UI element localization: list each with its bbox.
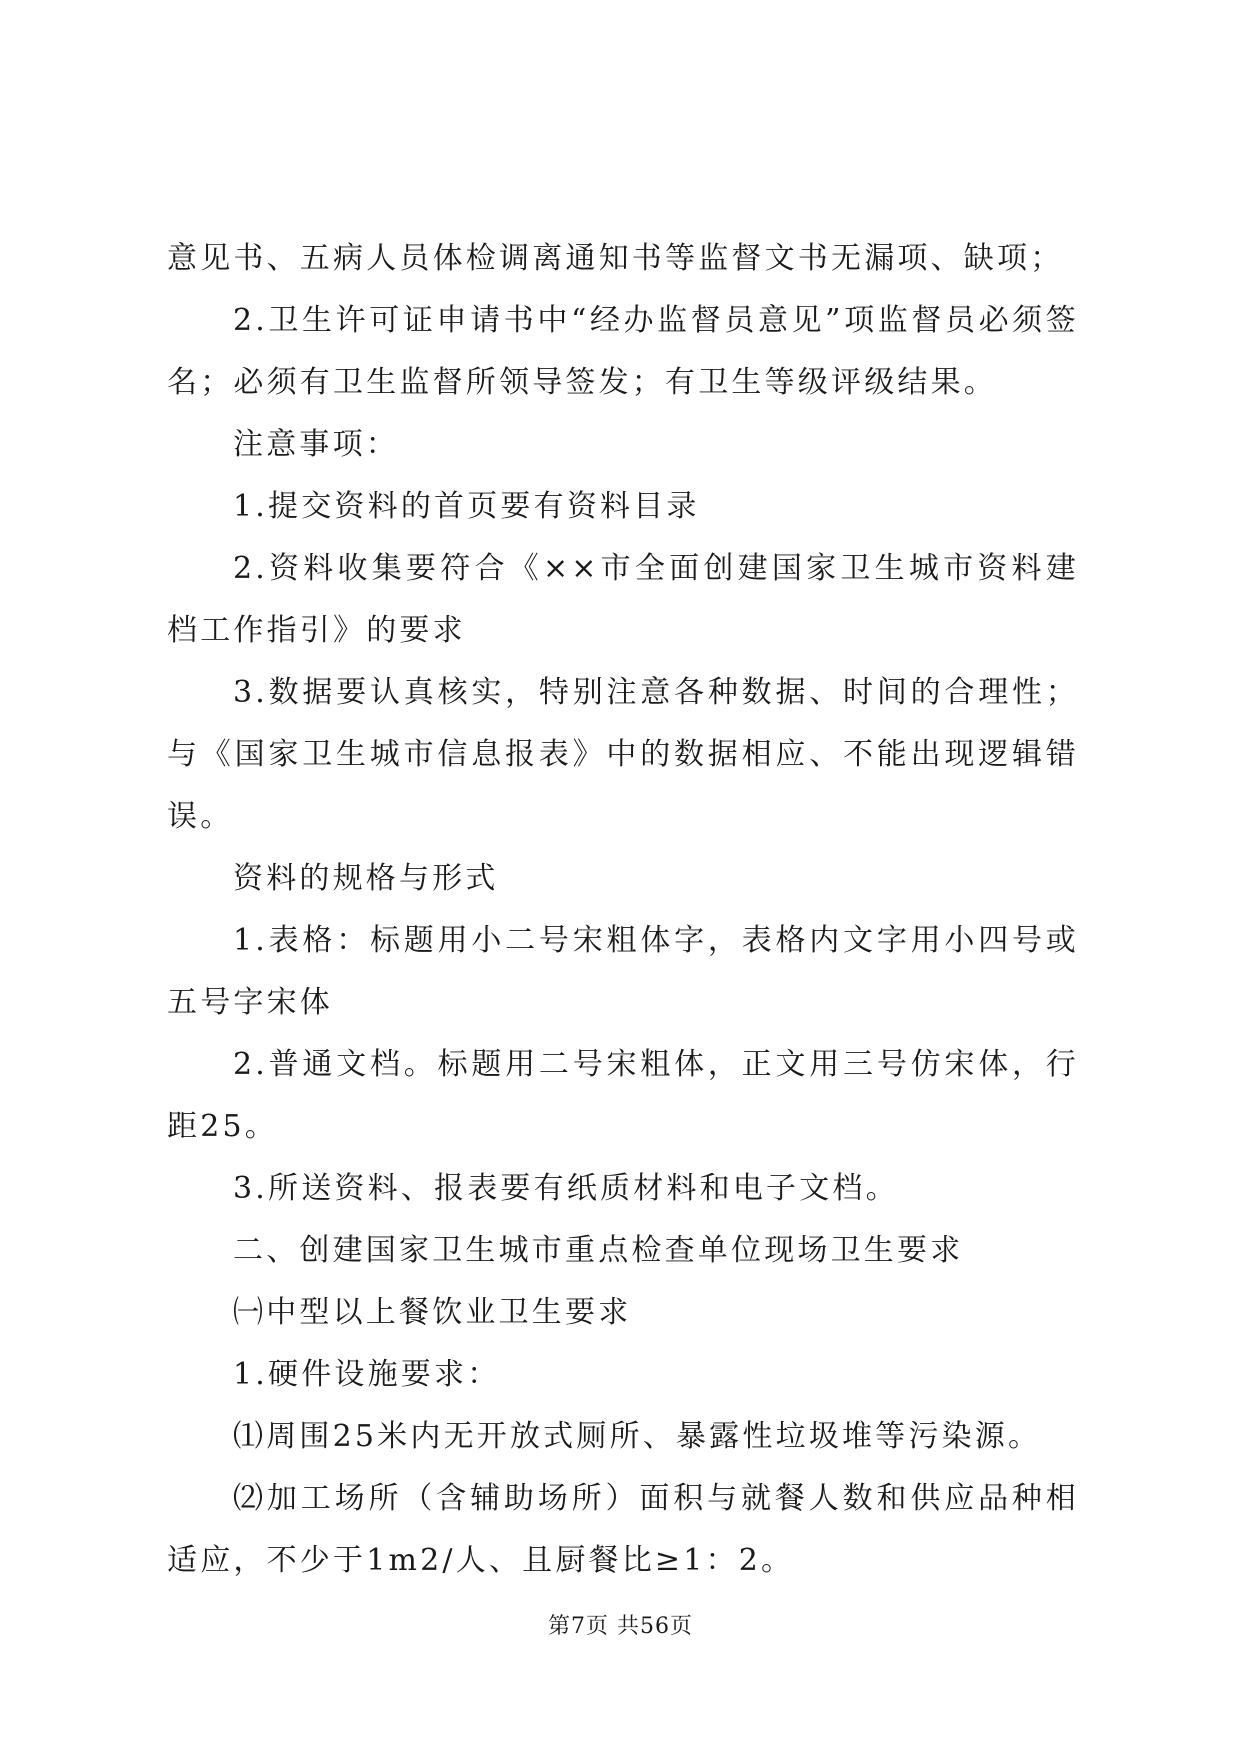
- paragraph-13: 1.硬件设施要求：: [233, 1357, 501, 1392]
- section-heading-notes: 注意事项：: [233, 427, 399, 462]
- paragraph-10: 3.所送资料、报表要有纸质材料和电子文档。: [233, 1171, 899, 1206]
- paragraph-15: ⑵加工场所（含辅助场所）面积与就餐人数和供应品种相适应，不少于1m2/人、且厨餐比≥1：2。: [167, 1481, 1079, 1578]
- paragraph-9: 2.普通文档。标题用二号宋粗体，正文用三号仿宋体，行距25。: [167, 1047, 1079, 1144]
- paragraph-1: 意见书、五病人员体检调离通知书等监督文书无漏项、缺项；: [167, 241, 1064, 276]
- paragraph-8: 1.表格：标题用小二号宋粗体字，表格内文字用小四号或五号字宋体: [167, 923, 1079, 1020]
- document-body: [167, 228, 1079, 1592]
- paragraph-4: 1.提交资料的首页要有资料目录: [233, 489, 700, 524]
- section-heading-format: 资料的规格与形式: [233, 861, 499, 896]
- paragraph-6: 3.数据要认真核实，特别注意各种数据、时间的合理性；与《国家卫生城市信息报表》中的数据相应、不能出现逻辑错误。: [167, 675, 1079, 834]
- paragraph-2: 2.卫生许可证申请书中“经办监督员意见”项监督员必须签名；必须有卫生监督所领导签发；有卫生等级评级结果。: [167, 303, 1079, 400]
- subsection-heading-1: ㈠中型以上餐饮业卫生要求: [233, 1295, 632, 1330]
- page-number-footer: 第7页 共56页: [548, 1614, 693, 1639]
- section-heading-2: 二、创建国家卫生城市重点检查单位现场卫生要求: [233, 1233, 964, 1268]
- paragraph-14: ⑴周围25米内无开放式厕所、暴露性垃圾堆等污染源。: [233, 1419, 1042, 1454]
- paragraph-5: 2.资料收集要符合《××市全面创建国家卫生城市资料建档工作指引》的要求: [167, 551, 1079, 648]
